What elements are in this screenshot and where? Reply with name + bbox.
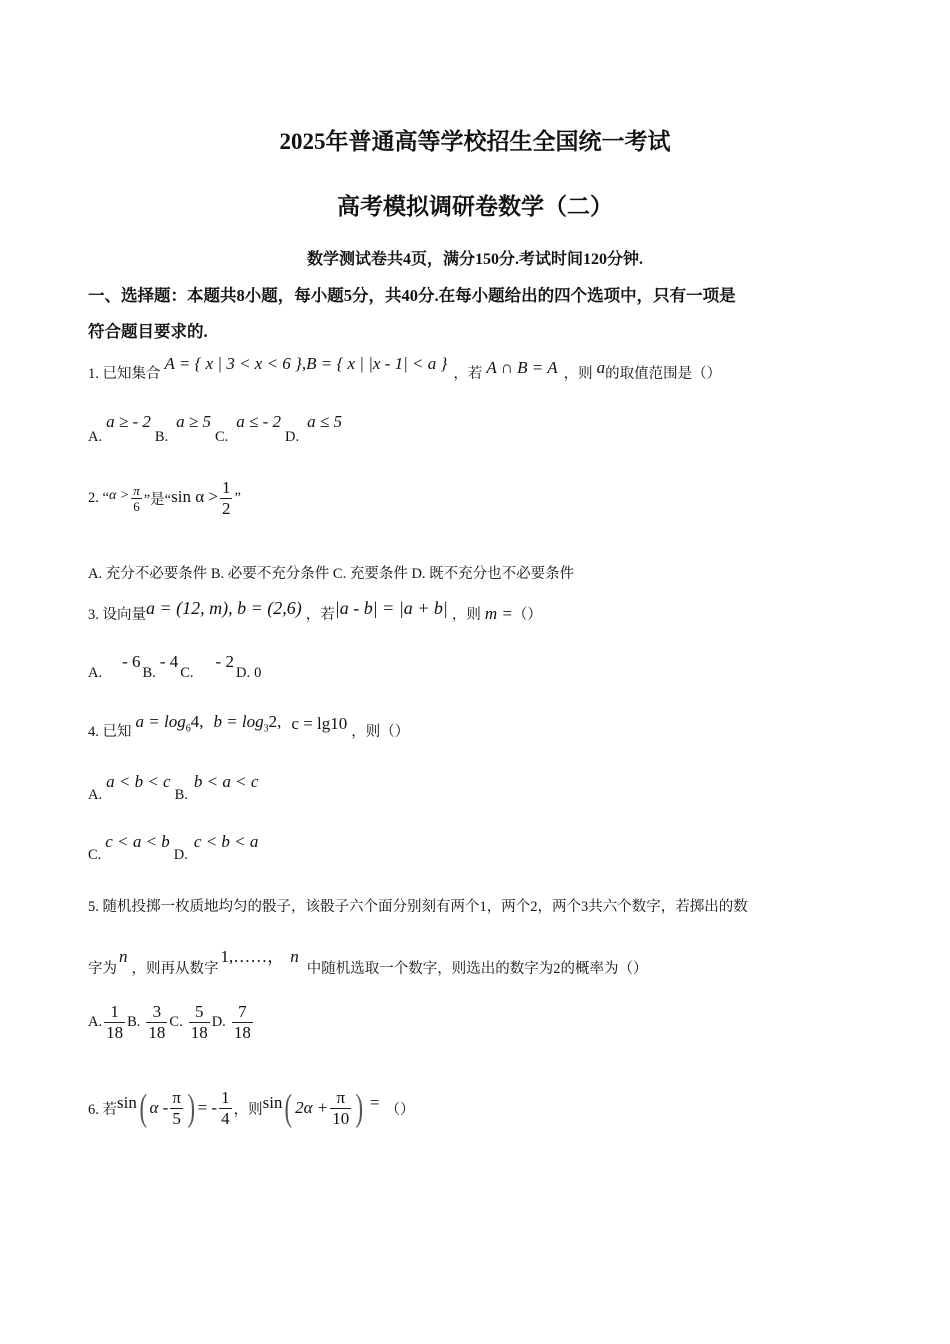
one-half-num: 1	[221, 478, 231, 497]
question-1-options	[88, 412, 346, 446]
equals: =	[369, 1093, 380, 1112]
option-d-label: D.	[285, 429, 300, 445]
ask-m: m =	[484, 604, 513, 623]
question-3-options	[88, 652, 261, 682]
option-a-den: 18	[106, 1023, 124, 1042]
question-1-suffix: 的取值范围是（）	[605, 366, 722, 382]
pi-over-5-num: π	[172, 1087, 181, 1107]
section-heading-line2: 符合题目要求的.	[88, 322, 208, 341]
pi-over-10-num: π	[330, 1088, 351, 1109]
option-a-math: - 6	[122, 652, 141, 671]
intersection-condition: A ∩ B = A	[486, 358, 558, 377]
question-6-mid: ，则	[233, 1101, 263, 1118]
sin-greater: sin α >	[171, 486, 218, 506]
question-6-suffix: （）	[385, 1101, 415, 1118]
option-b-math: a ≥ 5	[176, 412, 211, 431]
question-2	[88, 478, 241, 519]
b-arg: 2,	[268, 712, 282, 731]
option-d-math: 0	[254, 665, 262, 681]
option-d-math: a ≤ 5	[307, 412, 342, 431]
exam-subtitle: 高考模拟调研卷数学（二）	[337, 194, 613, 219]
question-3-prefix: 3. 设向量	[88, 607, 146, 623]
question-1-mid: ，若	[453, 366, 483, 382]
question-4-options-row1	[88, 772, 262, 804]
option-a-label: A.	[88, 429, 103, 445]
pi-over-6-num: π	[133, 483, 140, 498]
option-a-fraction	[104, 1002, 125, 1043]
option-a-label: A.	[88, 1014, 103, 1030]
exam-info: 数学测试卷共4页，满分150分.考试时间120分钟.	[306, 251, 643, 268]
number-range: 1,……，	[220, 947, 285, 966]
alpha-greater: α >	[108, 487, 130, 503]
option-c-math: - 2	[215, 652, 234, 671]
option-c-math: c < a < b	[105, 832, 170, 851]
question-3-mid: ，若	[305, 607, 335, 623]
option-b-label: B.	[142, 665, 156, 681]
option-a-math: a ≥ - 2	[106, 412, 151, 431]
comma: ,	[301, 354, 307, 373]
question-2-options: A. 充分不必要条件 B. 必要不充分条件 C. 充要条件 D. 既不充分也不必要条件	[88, 566, 575, 582]
b-def: b = log	[213, 712, 264, 731]
question-5-text-a: 字为	[88, 961, 117, 977]
open-paren: (	[139, 1087, 147, 1129]
pi-over-10	[330, 1088, 351, 1129]
inner-1: α -	[149, 1098, 169, 1117]
question-5-line2	[88, 942, 648, 981]
option-a-math: a < b < c	[106, 772, 171, 791]
question-2-prefix: 2. “	[88, 490, 109, 506]
close-paren: )	[187, 1087, 196, 1129]
question-4-options-row2	[88, 832, 262, 864]
option-c-math: a ≤ - 2	[236, 412, 282, 431]
question-4-suffix: ，则（）	[351, 724, 410, 741]
b-sub: 3	[263, 723, 269, 735]
question-1	[88, 354, 721, 386]
sin-1: sin	[117, 1093, 137, 1112]
inner-2: 2α +	[295, 1098, 329, 1117]
option-d-math: c < b < a	[193, 832, 259, 851]
option-c-label: C.	[180, 665, 194, 681]
section-heading-line1: 一、选择题：本题共8小题，每小题5分，共40分.在每小题给出的四个选项中，只有一项是	[88, 286, 736, 305]
option-a-num: 1	[104, 1002, 125, 1023]
option-c-num: 5	[189, 1002, 210, 1023]
pi-over-5	[170, 1088, 183, 1129]
option-a-label: A.	[88, 665, 103, 681]
a-def: a = log	[135, 712, 186, 731]
question-1-mid2: ，则	[563, 366, 593, 382]
variable-n: n	[290, 947, 299, 966]
pi-over-6	[131, 483, 142, 514]
norm-condition: |a - b| = |a + b|	[334, 598, 448, 618]
option-c-fraction	[189, 1002, 210, 1043]
set-a: A = { x | 3 < x < 6 }	[164, 354, 302, 373]
one-quarter	[219, 1088, 232, 1129]
question-6	[88, 1086, 415, 1130]
c-def: c = lg10	[291, 714, 348, 734]
option-d-fraction	[232, 1002, 253, 1043]
question-2-suffix: ”	[234, 490, 241, 506]
question-6-prefix: 6. 若	[88, 1101, 117, 1118]
option-c-label: C.	[169, 1014, 183, 1030]
option-b-den: 18	[148, 1023, 166, 1042]
sin-2: sin	[262, 1093, 283, 1112]
option-b-label: B.	[174, 787, 188, 803]
option-d-label: D.	[211, 1014, 226, 1030]
option-c-den: 18	[190, 1023, 208, 1042]
option-b-num: 3	[146, 1002, 167, 1023]
option-b-fraction	[146, 1002, 167, 1043]
one-half-den: 2	[221, 499, 231, 518]
close-paren: )	[355, 1087, 364, 1129]
question-5-options	[88, 1002, 255, 1043]
option-c-label: C.	[215, 429, 229, 445]
option-d-num: 7	[232, 1002, 253, 1023]
a-arg: 4,	[190, 712, 204, 731]
equals-minus: = -	[197, 1098, 218, 1117]
question-5-text-c: 中随机选取一个数字，则选出的数字为2的概率为（）	[306, 961, 648, 977]
option-b-math: - 4	[159, 652, 179, 671]
question-5-line1: 5. 随机投掷一枚质地均匀的骰子，该骰子六个面分别刻有两个1，两个2，两个3共六个数字，若掷出的数	[88, 899, 748, 915]
question-5-text-b: ，则再从数字	[131, 961, 219, 977]
option-d-den: 18	[233, 1023, 251, 1042]
a-sub: 6	[185, 723, 191, 735]
option-b-label: B.	[127, 1014, 141, 1030]
pi-over-10-den: 10	[332, 1108, 350, 1128]
option-b-label: B.	[154, 429, 169, 445]
open-paren: (	[284, 1087, 293, 1129]
exam-title: 2025年普通高等学校招生全国统一考试	[279, 129, 671, 154]
question-3-mid2: ，则	[451, 607, 481, 623]
question-4	[88, 712, 409, 744]
option-b-math: b < a < c	[193, 772, 259, 791]
variable-a: a	[596, 358, 606, 377]
variable-n: n	[119, 947, 128, 966]
question-2-mid: ”是“	[143, 492, 172, 508]
pi-over-5-den: 5	[172, 1108, 181, 1128]
option-c-label: C.	[88, 847, 102, 863]
vectors-def: a = (12, m), b = (2,6)	[146, 598, 302, 618]
question-3-suffix: （）	[512, 607, 542, 623]
one-quarter-num: 1	[221, 1087, 230, 1107]
question-3	[88, 598, 542, 627]
option-d-label: D.	[173, 847, 188, 863]
set-b: B = { x | |x - 1| < a }	[306, 354, 448, 373]
option-d-label: D.	[235, 665, 251, 681]
one-quarter-den: 4	[221, 1108, 230, 1128]
option-a-label: A.	[88, 787, 103, 803]
pi-over-6-den: 6	[133, 499, 140, 514]
question-4-prefix: 4. 已知	[88, 724, 132, 741]
one-half	[220, 478, 233, 519]
question-1-prefix: 1. 已知集合	[88, 366, 161, 382]
